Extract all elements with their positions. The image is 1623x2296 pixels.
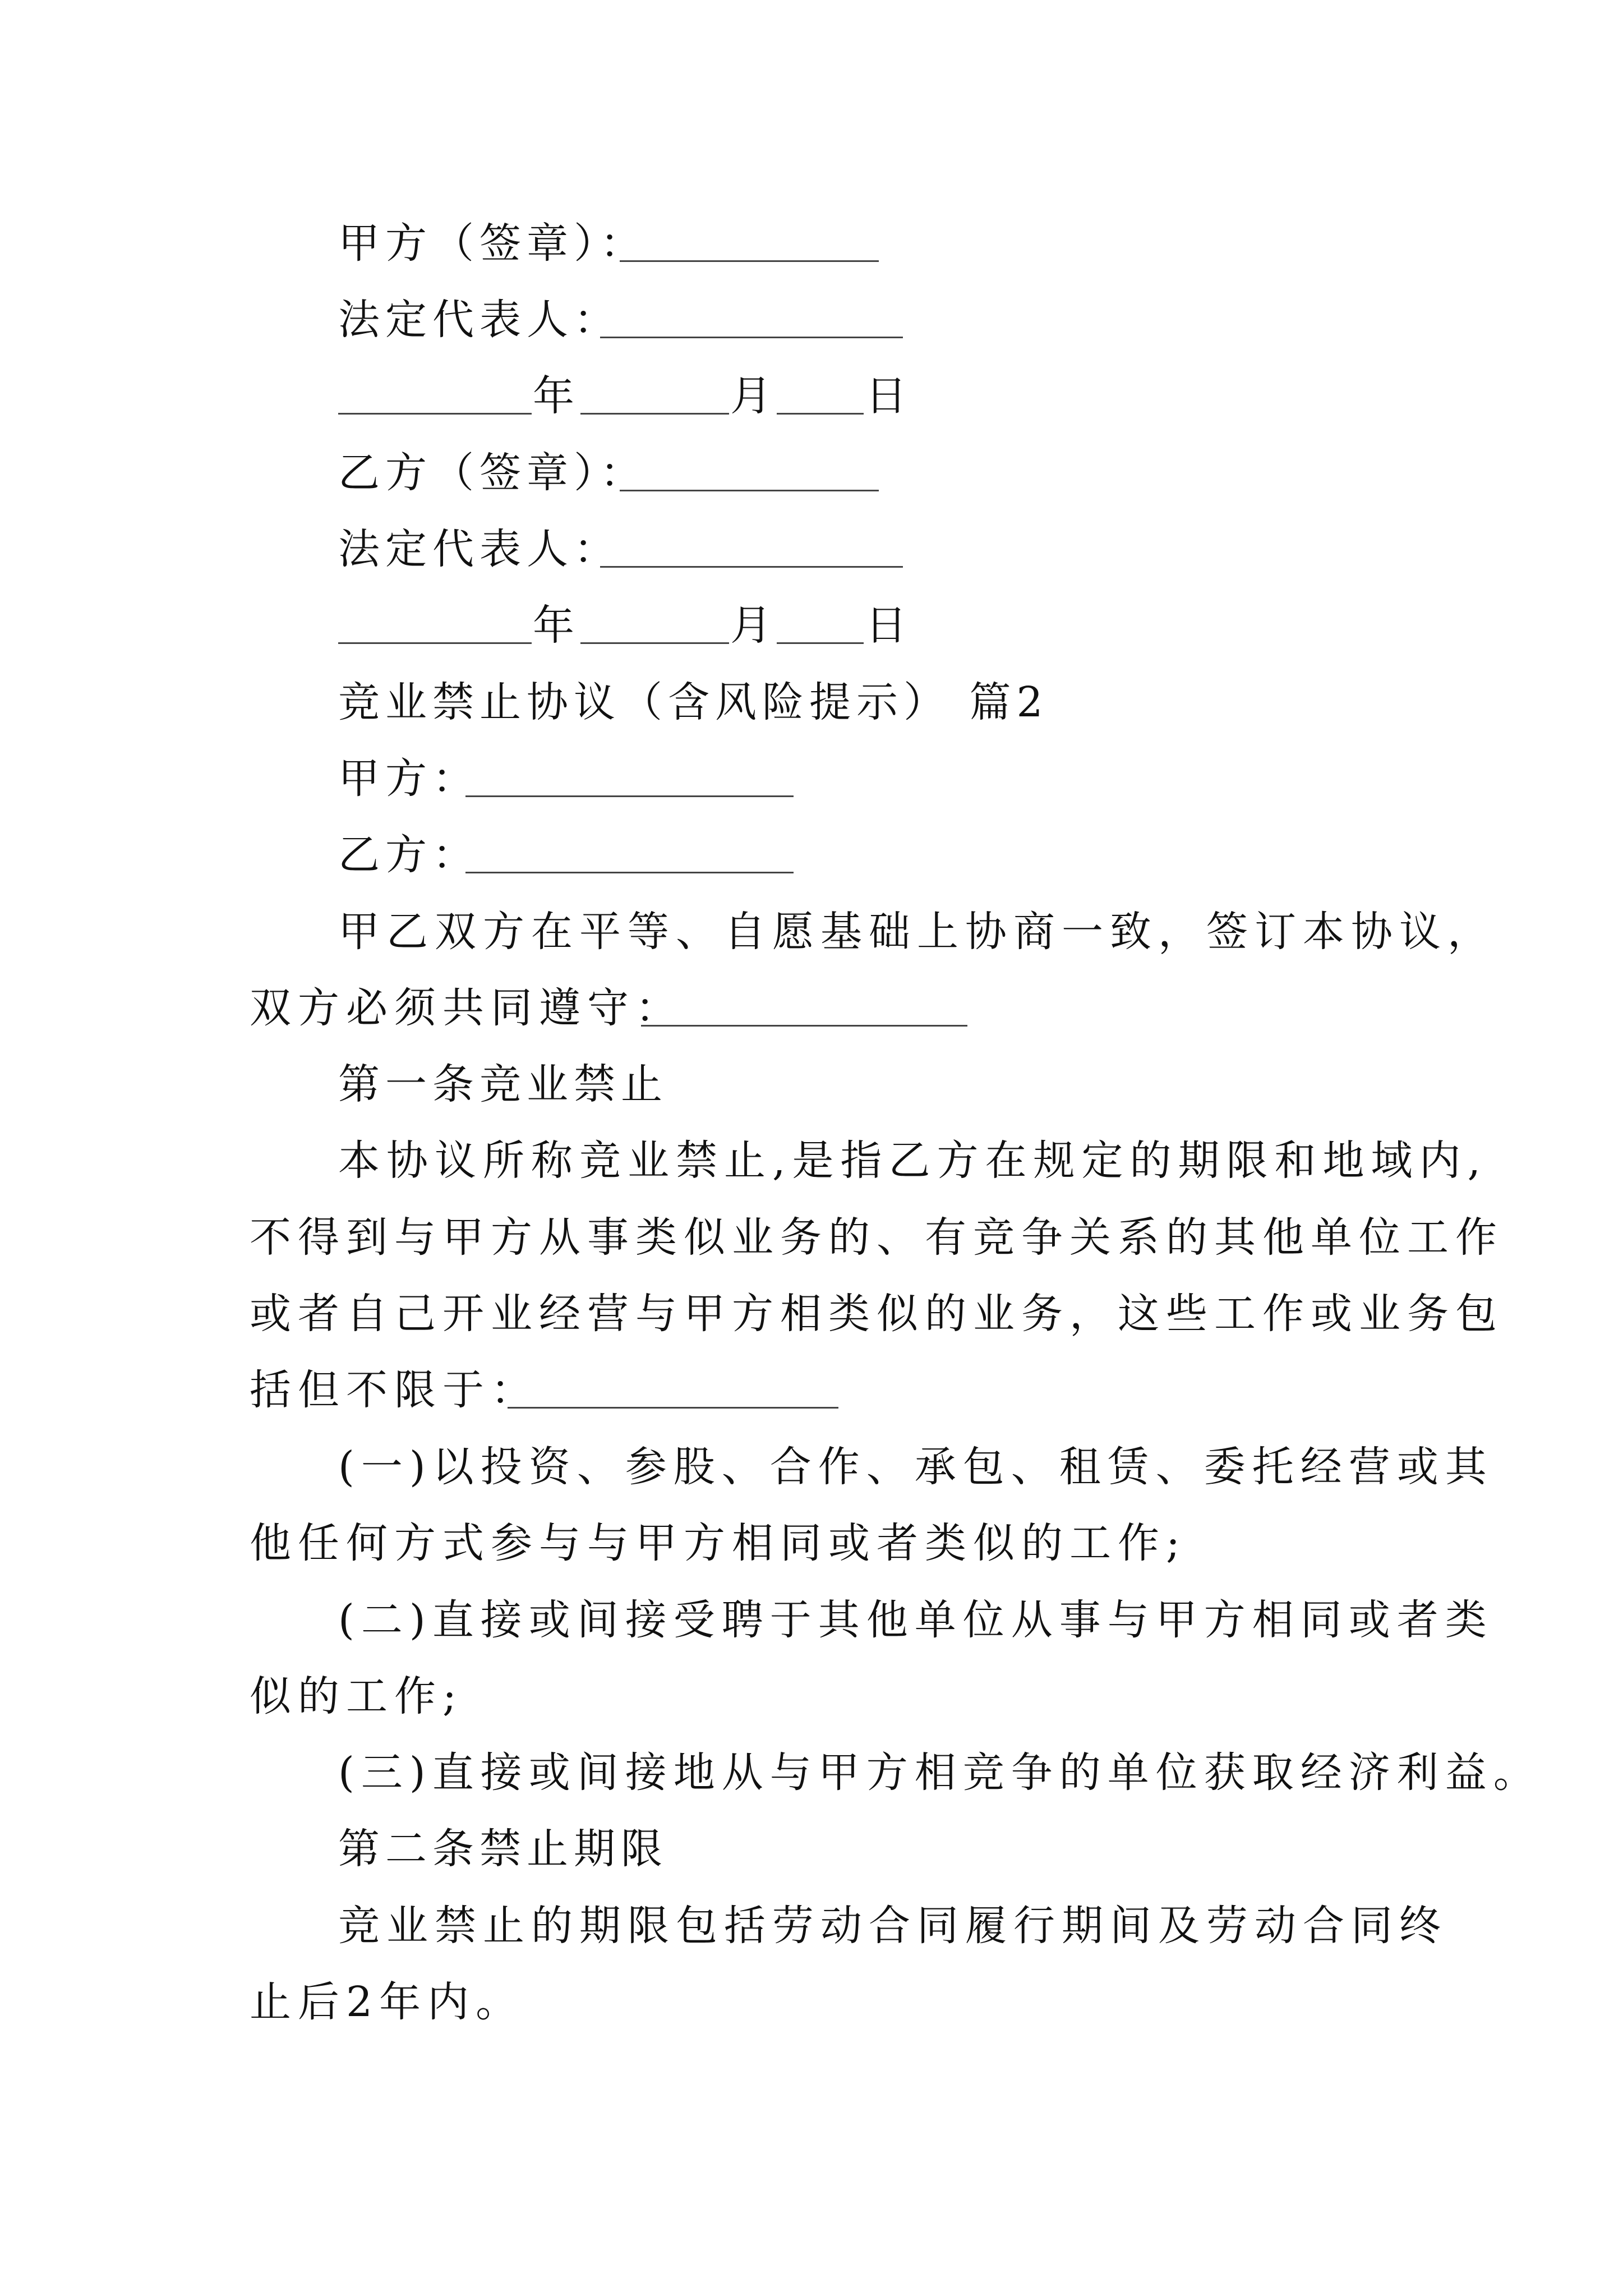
item2-text-1: (二)直接或间接受聘于其他单位从事与甲方相同或者类	[338, 1596, 1493, 1644]
article1-scope-blank[interactable]	[508, 1407, 838, 1409]
article2-body-text-1: 竞业禁止的期限包括劳动合同履行期间及劳动合同终	[338, 1902, 1447, 1950]
legal-rep-line-2	[0, 511, 1623, 587]
intro-line-2	[0, 970, 1623, 1046]
month-label-2: 月	[730, 601, 777, 650]
day-label-1: 日	[865, 372, 912, 420]
article1-body-text-2: 不得到与甲方从事类似业务的、有竞争关系的其他单位工作	[250, 1213, 1504, 1262]
party-a-signature-blank[interactable]	[620, 260, 879, 262]
year-blank-2[interactable]	[338, 642, 532, 644]
party-a-signature-label: 甲方（签章）：	[338, 219, 647, 268]
year-label-1: 年	[533, 372, 580, 420]
month-blank-1[interactable]	[580, 413, 729, 415]
article1-body-line-4	[0, 1352, 1623, 1428]
date-line-1	[0, 358, 1623, 434]
legal-rep-label-1: 法定代表人：	[338, 296, 621, 344]
article2-body-text-2: 止后2年内。	[250, 1978, 524, 2026]
article1-body-line-1	[0, 1122, 1623, 1199]
party-a-signature-line	[0, 205, 1623, 282]
item3-line-1	[0, 1734, 1623, 1811]
party-b-signature-line	[0, 435, 1623, 511]
legal-rep-blank-1[interactable]	[600, 337, 903, 338]
article2-heading: 第二条禁止期限	[338, 1825, 668, 1873]
month-blank-2[interactable]	[580, 642, 729, 644]
legal-rep-label-2: 法定代表人：	[338, 525, 621, 573]
article1-body-text-1: 本协议所称竞业禁止,是指乙方在规定的期限和地域内,	[338, 1137, 1488, 1185]
article1-heading-line	[0, 1046, 1623, 1122]
party-b-label: 乙方：	[338, 831, 479, 879]
item1-text-2: 他任何方式参与与甲方相同或者类似的工作;	[250, 1519, 1187, 1567]
item1-text-1: (一)以投资、参股、合作、承包、租赁、委托经营或其	[338, 1443, 1493, 1491]
party-b-signature-label: 乙方（签章）：	[338, 449, 647, 497]
month-label-1: 月	[730, 372, 777, 420]
legal-rep-blank-2[interactable]	[600, 566, 903, 568]
party-b-blank[interactable]	[465, 872, 794, 873]
intro-blank[interactable]	[641, 1025, 967, 1027]
legal-rep-line-1	[0, 282, 1623, 358]
intro-text-2: 双方必须共同遵守：	[250, 984, 684, 1032]
article1-heading: 第一条竞业禁止	[338, 1060, 668, 1108]
year-blank-1[interactable]	[338, 413, 532, 415]
article2-body-line-2	[0, 1964, 1623, 2040]
year-label-2: 年	[533, 601, 580, 650]
party-a-blank[interactable]	[465, 795, 794, 797]
item1-line-2	[0, 1505, 1623, 1581]
day-label-2: 日	[865, 601, 912, 650]
item2-line-1	[0, 1582, 1623, 1658]
item1-line-1	[0, 1429, 1623, 1505]
article2-body-line-1	[0, 1888, 1623, 1964]
article1-body-line-3	[0, 1276, 1623, 1352]
item2-line-2	[0, 1658, 1623, 1734]
article1-body-text-4: 括但不限于：	[250, 1366, 539, 1414]
article1-body-text-3: 或者自己开业经营与甲方相类似的业务，这些工作或业务包	[250, 1290, 1504, 1338]
party-b-line	[0, 817, 1623, 893]
item3-text-1: (三)直接或间接地从与甲方相竞争的单位获取经济利益。	[338, 1749, 1542, 1797]
date-line-2	[0, 587, 1623, 664]
intro-text-1: 甲乙双方在平等、自愿基础上协商一致，签订本协议，	[338, 908, 1496, 956]
party-a-line	[0, 740, 1623, 817]
intro-line-1	[0, 894, 1623, 970]
party-a-label: 甲方：	[338, 754, 479, 803]
party-b-signature-blank[interactable]	[620, 490, 879, 491]
day-blank-1[interactable]	[777, 413, 864, 415]
section-title: 竞业禁止协议（含风险提示） 篇2	[338, 678, 1049, 726]
day-blank-2[interactable]	[777, 642, 864, 644]
section-title-line	[0, 664, 1623, 740]
article1-body-line-2	[0, 1199, 1623, 1276]
item2-text-2: 似的工作;	[250, 1672, 463, 1720]
article2-heading-line	[0, 1811, 1623, 1887]
